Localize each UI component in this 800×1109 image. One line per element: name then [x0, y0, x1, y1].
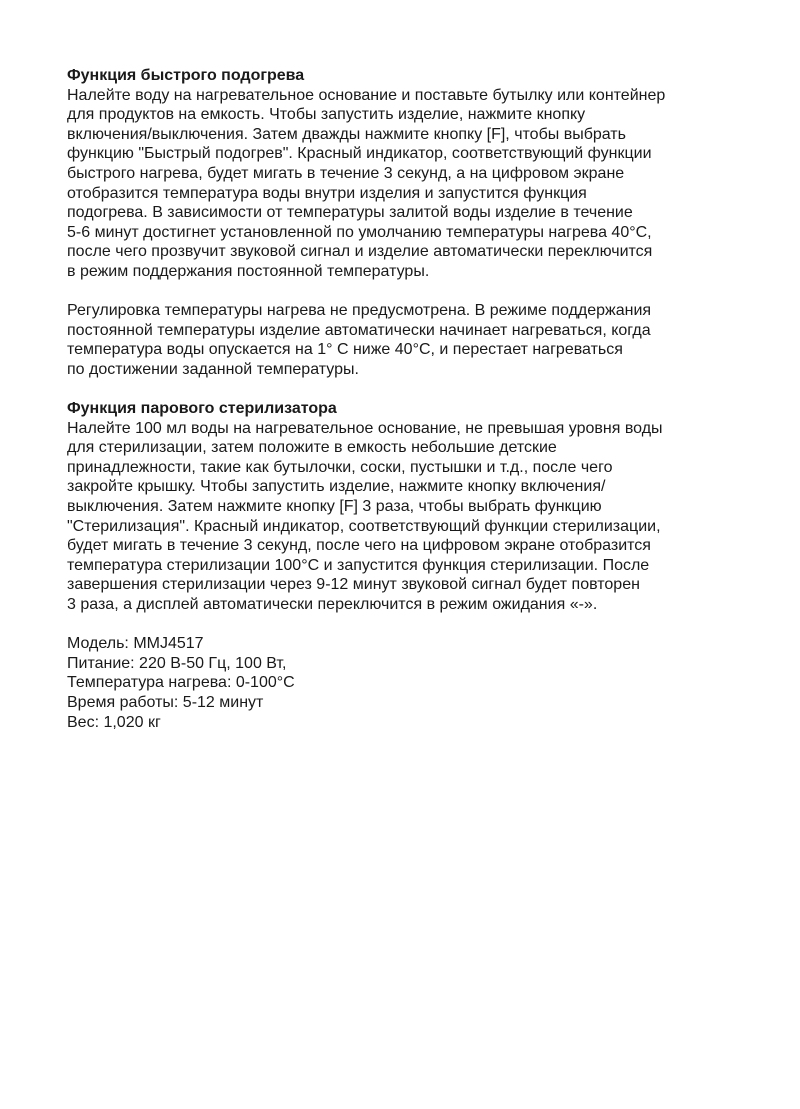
specifications-list	[67, 634, 747, 732]
spec-weight: Вес: 1,020 кг	[67, 713, 161, 731]
spec-heating-temperature: Температура нагрева: 0-100°C	[67, 674, 295, 692]
text-line: "Стерилизация". Красный индикатор, соответствующий функции стерилизации,	[67, 517, 661, 535]
text-line: отобразится температура воды внутри изделия и запустится функция	[67, 184, 587, 202]
text-line: для продуктов на емкость. Чтобы запустить изделие, нажмите кнопку	[67, 106, 586, 124]
text-line: 5-6 минут достигнет установленной по умолчанию температуры нагрева 40°C,	[67, 223, 652, 241]
text-line: выключения. Затем нажмите кнопку [F] 3 раза, чтобы выбрать функцию	[67, 498, 602, 516]
text-line: Регулировка температуры нагрева не предусмотрена. В режиме поддержания	[67, 302, 652, 320]
section-spacer	[67, 615, 747, 635]
paragraph-spacer	[67, 282, 747, 302]
document-page	[67, 66, 747, 732]
spec-model: Модель: MMJ4517	[67, 635, 204, 653]
text-line: температура стерилизации 100°C и запустится функция стерилизации. После	[67, 556, 650, 574]
quick-heating-instructions	[67, 86, 747, 282]
steam-sterilizer-instructions	[67, 419, 747, 615]
text-line: функцию "Быстрый подогрев". Красный индикатор, соответствующий функции	[67, 145, 652, 163]
text-line: для стерилизации, затем положите в емкость небольшие детские	[67, 439, 557, 457]
text-line: принадлежности, такие как бутылочки, соски, пустышки и т.д., после чего	[67, 458, 613, 476]
steam-sterilizer-title: Функция парового стерилизатора	[67, 400, 337, 418]
steam-sterilizer-section	[67, 399, 747, 615]
text-line: по достижении заданной температуры.	[67, 360, 359, 378]
quick-heating-title: Функция быстрого подогрева	[67, 67, 305, 84]
text-line: Налейте воду на нагревательное основание и поставьте бутылку или контейнер	[67, 86, 666, 104]
text-line: температура воды опускается на 1° C ниже 40°C, и перестает нагреваться	[67, 341, 623, 359]
text-line: включения/выключения. Затем дважды нажмите кнопку [F], чтобы выбрать	[67, 125, 626, 143]
temperature-regulation-note	[67, 301, 747, 379]
text-line: быстрого нагрева, будет мигать в течение 3 секунд, а на цифровом экране	[67, 164, 625, 182]
text-line: в режим поддержания постоянной температуры.	[67, 262, 430, 280]
spec-power: Питание: 220 В-50 Гц, 100 Вт,	[67, 654, 287, 672]
text-line: завершения стерилизации через 9-12 минут звуковой сигнал будет повторен	[67, 576, 640, 594]
text-line: закройте крышку. Чтобы запустить изделие, нажмите кнопку включения/	[67, 478, 606, 496]
quick-heating-section	[67, 66, 747, 380]
spec-operating-time: Время работы: 5-12 минут	[67, 694, 264, 711]
text-line: Налейте 100 мл воды на нагревательное основание, не превышая уровня воды	[67, 419, 663, 437]
section-spacer	[67, 380, 747, 400]
text-line: будет мигать в течение 3 секунд, после чего на цифровом экране отобразится	[67, 537, 651, 555]
text-line: подогрева. В зависимости от температуры залитой воды изделие в течение	[67, 204, 633, 222]
text-line: после чего прозвучит звуковой сигнал и изделие автоматически переключится	[67, 243, 653, 261]
text-line: постоянной температуры изделие автоматически начинает нагреваться, когда	[67, 321, 651, 339]
text-line: 3 раза, а дисплей автоматически переключится в режим ожидания «-».	[67, 596, 598, 614]
